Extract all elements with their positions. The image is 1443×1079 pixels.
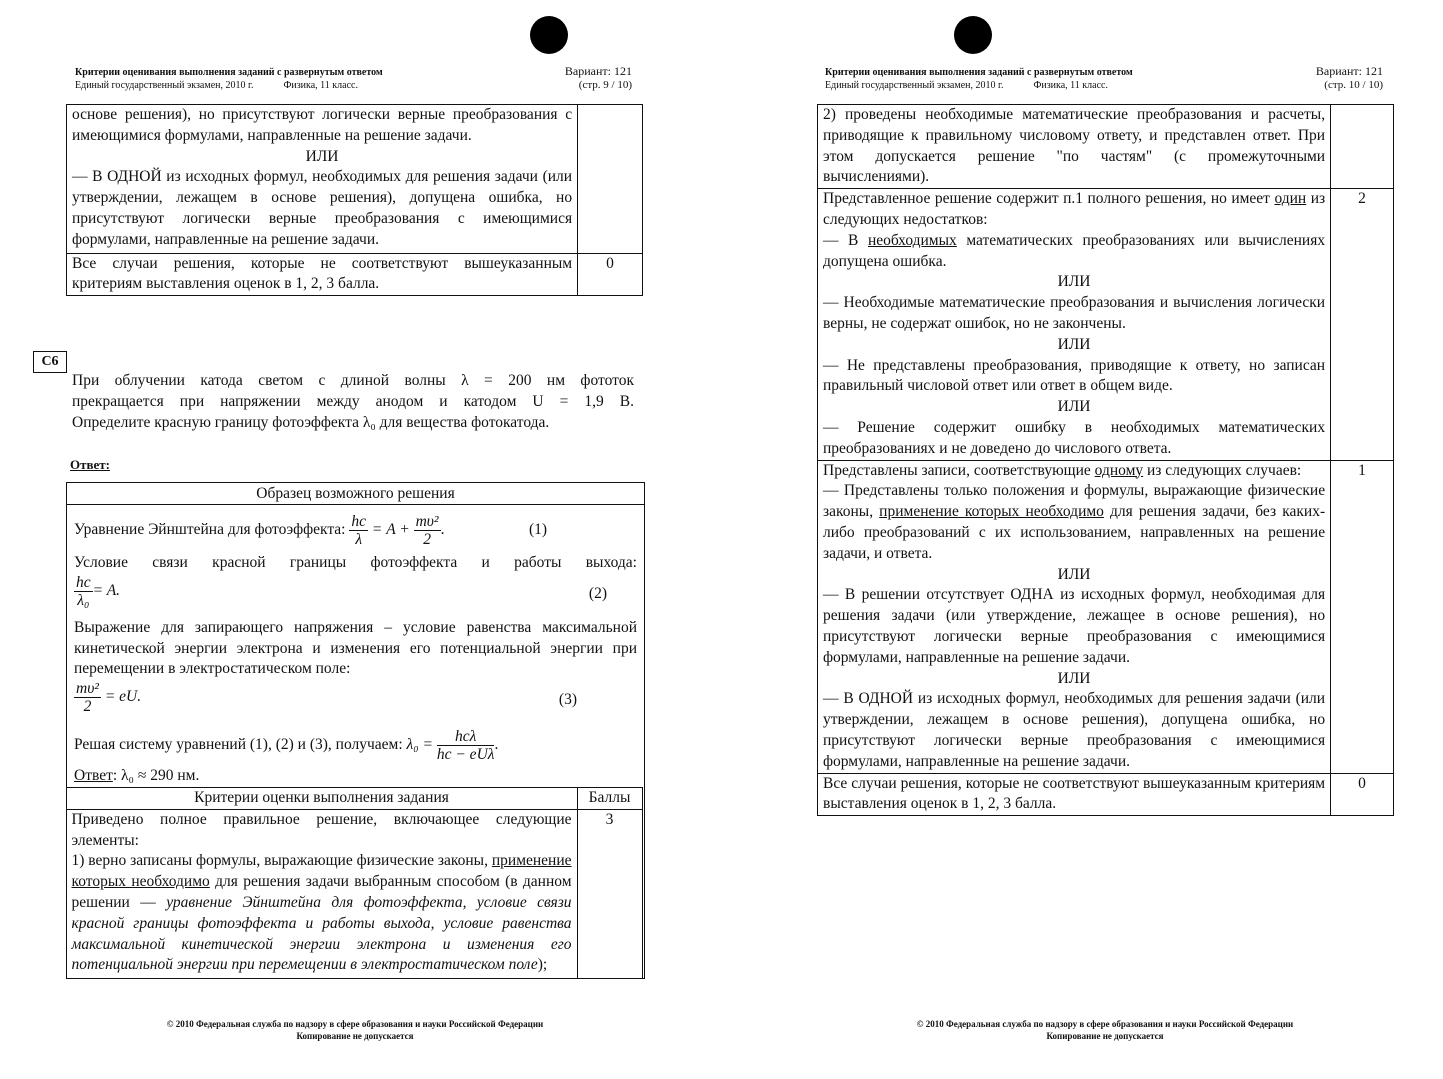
equation-number: (1) bbox=[529, 521, 548, 538]
equation-3-text: Выражение для запирающего напряжения – условие равенства максимальной кинетической энергии электрона и изменения его потенциальной энергии при перемещении в электростатическом поле: bbox=[74, 618, 637, 678]
page-footer: © 2010 Федеральная служба по надзору в сфере образования и науки Российской Федерации Копирование не допускается bbox=[166, 1019, 544, 1041]
criterion-item: 2) проведены необходимые математические преобразования и расчеты, приводящие к правильному числовому ответу, и представлен ответ. При этом допускается решение "по частям" (с промежуточными вычислениями). bbox=[818, 105, 1331, 189]
criteria-table-continued bbox=[66, 104, 643, 296]
or-separator: ИЛИ bbox=[1057, 669, 1091, 687]
points-header: Баллы bbox=[577, 787, 642, 809]
task-tag: С6 bbox=[33, 351, 67, 373]
answer-label: Ответ: bbox=[70, 457, 111, 472]
criteria-table-continued bbox=[817, 104, 1394, 816]
or-separator: ИЛИ bbox=[1057, 335, 1091, 353]
header-subject: Физика, 11 класс. bbox=[1033, 80, 1108, 91]
header-subject: Физика, 11 класс. bbox=[283, 80, 358, 91]
page-number: (стр. 10 / 10) bbox=[1324, 79, 1383, 91]
criterion-item: — Решение содержит ошибку в необходимых математических преобразованиях и не доведено до числового ответа. bbox=[823, 418, 1326, 457]
header-exam: Единый государственный экзамен, 2010 г. bbox=[75, 80, 254, 91]
equation-number: (3) bbox=[558, 691, 577, 709]
header-title: Критерии оценивания выполнения заданий с развернутым ответом bbox=[75, 67, 383, 78]
final-answer: Ответ: λ₀ ≈ 290 нм. bbox=[74, 767, 200, 785]
criterion-text: Представлены записи, соответствующие одному из следующих случаев: bbox=[823, 461, 1302, 479]
criterion-item: — Не представлены преобразования, приводящие к ответу, но записан правильный числовой ответ или ответ в общем виде. bbox=[823, 356, 1326, 395]
points-cell: 3 bbox=[577, 809, 642, 978]
table-row bbox=[818, 189, 1394, 460]
criteria-table bbox=[66, 787, 643, 979]
criterion-item: — Необходимые математические преобразования и вычисления логически верны, не содержат ошибок, но не закончены. bbox=[823, 294, 1326, 332]
or-separator: ИЛИ bbox=[305, 147, 339, 165]
or-separator: ИЛИ bbox=[1057, 273, 1091, 291]
header-exam: Единый государственный экзамен, 2010 г. bbox=[825, 80, 1004, 91]
criterion-item: — Представлены только положения и формулы, выражающие физические законы, применение которых необходимо для решения задачи, без каких-либо преобразований с их использованием, направленных на решение задачи, и ответа. bbox=[823, 482, 1326, 562]
or-separator: ИЛИ bbox=[1057, 565, 1091, 583]
criterion-text: Все случаи решения, которые не соответствуют вышеуказанным критериям выставления оценок в 1, 2, 3 балла. bbox=[818, 773, 1331, 816]
page-header bbox=[75, 66, 388, 92]
page-header bbox=[825, 66, 1138, 92]
table-row bbox=[818, 460, 1394, 773]
or-separator: ИЛИ bbox=[1057, 398, 1091, 416]
table-row bbox=[67, 105, 643, 254]
points-cell: 0 bbox=[578, 253, 643, 296]
table-row bbox=[67, 253, 643, 296]
solution-title: Образец возможного решения bbox=[67, 483, 644, 505]
points-cell: 0 bbox=[1331, 773, 1394, 816]
variant-label: Вариант: 121 bbox=[1315, 64, 1383, 78]
criterion-item: — В необходимых математических преобразованиях или вычислениях допущена ошибка. bbox=[823, 231, 1326, 270]
table-row bbox=[818, 773, 1394, 816]
criterion-text: Все случаи решения, которые не соответствуют вышеуказанным критериям выставления оценок в 1, 2, 3 балла. bbox=[67, 253, 578, 296]
header-title: Критерии оценивания выполнения заданий с развернутым ответом bbox=[825, 67, 1133, 78]
page-variant bbox=[1277, 64, 1383, 92]
criterion-item: 1) верно записаны формулы, выражающие физические законы, применение которых необходимо для решения задачи выбранным способом (в данном решении — уравнение Эйнштейна для фотоэффекта, условие связи красной границы фотоэффекта и работы выхода, условие равенства максимальной кинетической энергии электрона и изменения его потенциальной энергии при перемещении в электростатическом поле); bbox=[71, 852, 572, 974]
criterion-item: — В решении отсутствует ОДНА из исходных формул, необходимая для решения задачи (или утверждение, лежащее в основе решения), но присутствуют логически верные преобразования с имеющимися формулами, направленные на решение задачи. bbox=[823, 586, 1326, 666]
points-cell: 2 bbox=[1331, 189, 1394, 460]
page-footer: © 2010 Федеральная служба по надзору в сфере образования и науки Российской Федерации Копирование не допускается bbox=[916, 1019, 1294, 1041]
criterion-text: основе решения), но присутствуют логически верные преобразования с имеющимися формулами, направленные на решение задачи. bbox=[72, 106, 573, 144]
points-cell: 1 bbox=[1331, 460, 1394, 773]
equation-number: (2) bbox=[588, 584, 607, 602]
table-row bbox=[818, 105, 1394, 189]
criterion-text: Представленное решение содержит п.1 полного решения, но имеет один из следующих недостатков: bbox=[823, 190, 1326, 228]
criteria-header: Критерии оценки выполнения задания bbox=[66, 787, 577, 809]
equation-1: Уравнение Эйнштейна для фотоэффекта: $\frac{hc}{\lambda}$ = A + $\frac{\text{mυ²}}{2}$ . (1) bbox=[74, 507, 637, 553]
punch-hole bbox=[954, 16, 992, 54]
problem-statement: При облучении катода светом с длиной волны λ = 200 нм фототок прекращается при напряжении между анодом и катодом U = 1,9 В. Определите красную границу фотоэффекта λ₀ для вещества фотокатода. bbox=[72, 372, 634, 431]
equation-2-text: Условие связи красной границы фотоэффекта и работы выхода: bbox=[74, 554, 637, 571]
right-page bbox=[722, 0, 1443, 1079]
equation-3: $\frac{\text{mυ²}}{2}$ = eU. (3) bbox=[76, 680, 577, 716]
page-variant bbox=[540, 64, 632, 92]
table-row bbox=[66, 809, 642, 978]
criterion-text: Приведено полное правильное решение, включающее следующие элементы: bbox=[71, 810, 572, 849]
criterion-text: — В ОДНОЙ из исходных формул, необходимых для решения задачи (или утверждении, лежащем в основе решения), допущена ошибка, но присутствуют логически верные преобразования с имеющимися формулами, направленные на решение задачи. bbox=[72, 168, 573, 248]
variant-label: Вариант: 121 bbox=[564, 64, 632, 78]
system-solution: Решая систему уравнений (1), (2) и (3), получаем: λ₀ = $\frac{\text{hcλ}}{\text{hc − eUλ}}$ . bbox=[74, 728, 499, 764]
solution-box bbox=[66, 482, 645, 979]
equation-2: $\frac{hc}{\text{λ₀}}$ = A. (2) bbox=[76, 573, 607, 609]
table-header bbox=[66, 787, 642, 809]
punch-hole bbox=[530, 16, 568, 54]
criterion-item: — В ОДНОЙ из исходных формул, необходимых для решения задачи (или утверждении, лежащем в основе решения), допущена ошибка, но присутствуют логически верные преобразования с имеющимися формулами, направленные на решение задачи. bbox=[823, 690, 1326, 770]
page-number: (стр. 9 / 10) bbox=[578, 79, 632, 91]
